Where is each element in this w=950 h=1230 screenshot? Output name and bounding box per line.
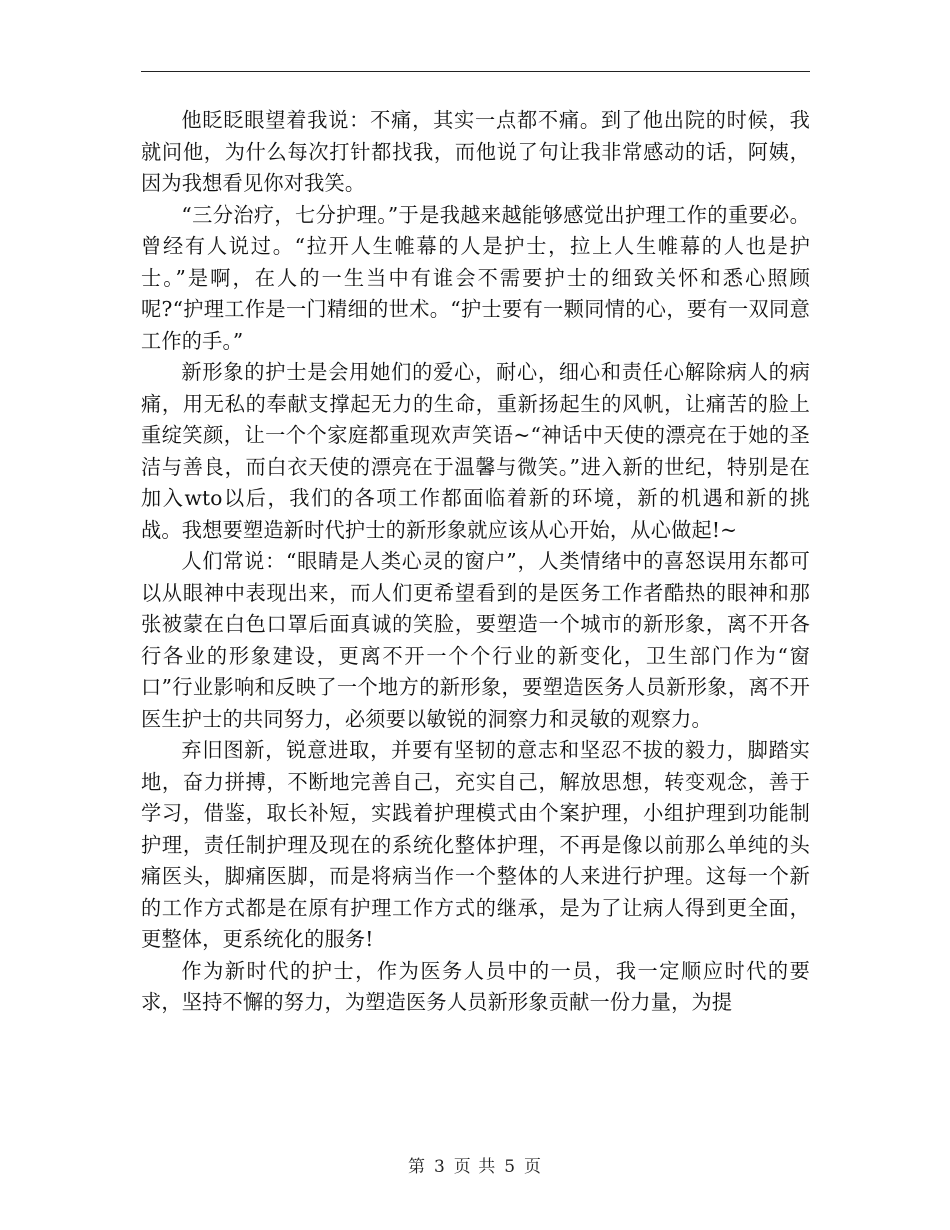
current-page-number: 3 (433, 1157, 446, 1177)
paragraph-6: 作为新时代的护士，作为医务人员中的一员，我一定顺应时代的要求，坚持不懈的努力，为塑造医务人员新形象贡献一份力量，为提 (141, 958, 810, 1014)
total-pages-number: 5 (504, 1157, 517, 1177)
paragraph-2: “三分治疗，七分护理。”于是我越来越能够感觉出护理工作的重要必。曾经有人说过。“拉开人生帷幕的人是护士，拉上人生帷幕的人也是护士。”是啊，在人的一生当中有谁会不需要护士的细致关怀和悉心照顾呢?“护理工作是一门精细的世术。“护士要有一颗同情的心，要有一双同意工作的手。” (141, 202, 810, 353)
page-footer (0, 1152, 950, 1177)
page-middle-text: 页 共 (453, 1157, 497, 1177)
paragraph-4: 人们常说：“眼睛是人类心灵的窗户”，人类情绪中的喜怒误用东都可以从眼神中表现出来，而人们更希望看到的是医务工作者酷热的眼神和那张被蒙在白色口罩后面真诚的笑脸，要塑造一个城市的新形象，离不开各行各业的形象建设，更离不开一个个行业的新变化，卫生部门作为“窗口”行业影响和反映了一个地方的新形象，要塑造医务人员新形象，离不开医生护士的共同努力，必须要以敏锐的洞察力和灵敏的观察力。 (141, 549, 810, 731)
header-divider (141, 71, 810, 72)
paragraph-3: 新形象的护士是会用她们的爱心，耐心，细心和责任心解除病人的病痛，用无私的奉献支撑起无力的生命，重新扬起生的风帆，让痛苦的脸上重绽笑颜，让一个个家庭都重现欢声笑语~“神话中天使的漂亮在于她的圣洁与善良，而白衣天使的漂亮在于温馨与微笑。”进入新的世纪，特别是在加入wto以后，我们的各项工作都面临着新的环境，新的机遇和新的挑战。我想要塑造新时代护士的新形象就应该从心开始，从心做起!~ (141, 360, 810, 542)
page-prefix: 第 (407, 1157, 426, 1177)
paragraph-1: 他眨眨眼望着我说：不痛，其实一点都不痛。到了他出院的时候，我就问他，为什么每次打针都找我，而他说了句让我非常感动的话，阿姨，因为我想看见你对我笑。 (141, 108, 810, 195)
paragraph-5: 弃旧图新，锐意进取，并要有坚韧的意志和坚忍不拔的毅力，脚踏实地，奋力拼搏，不断地完善自己，充实自己，解放思想，转变观念，善于学习，借鉴，取长补短，实践着护理模式由个案护理，小组护理到功能制护理，责任制护理及现在的系统化整体护理，不再是像以前那么单纯的头痛医头，脚痛医脚，而是将病当作一个整体的人来进行护理。这每一个新的工作方式都是在原有护理工作方式的继承，是为了让病人得到更全面，更整体，更系统化的服务! (141, 738, 810, 951)
page-suffix: 页 (524, 1157, 543, 1177)
document-body (141, 105, 810, 1019)
